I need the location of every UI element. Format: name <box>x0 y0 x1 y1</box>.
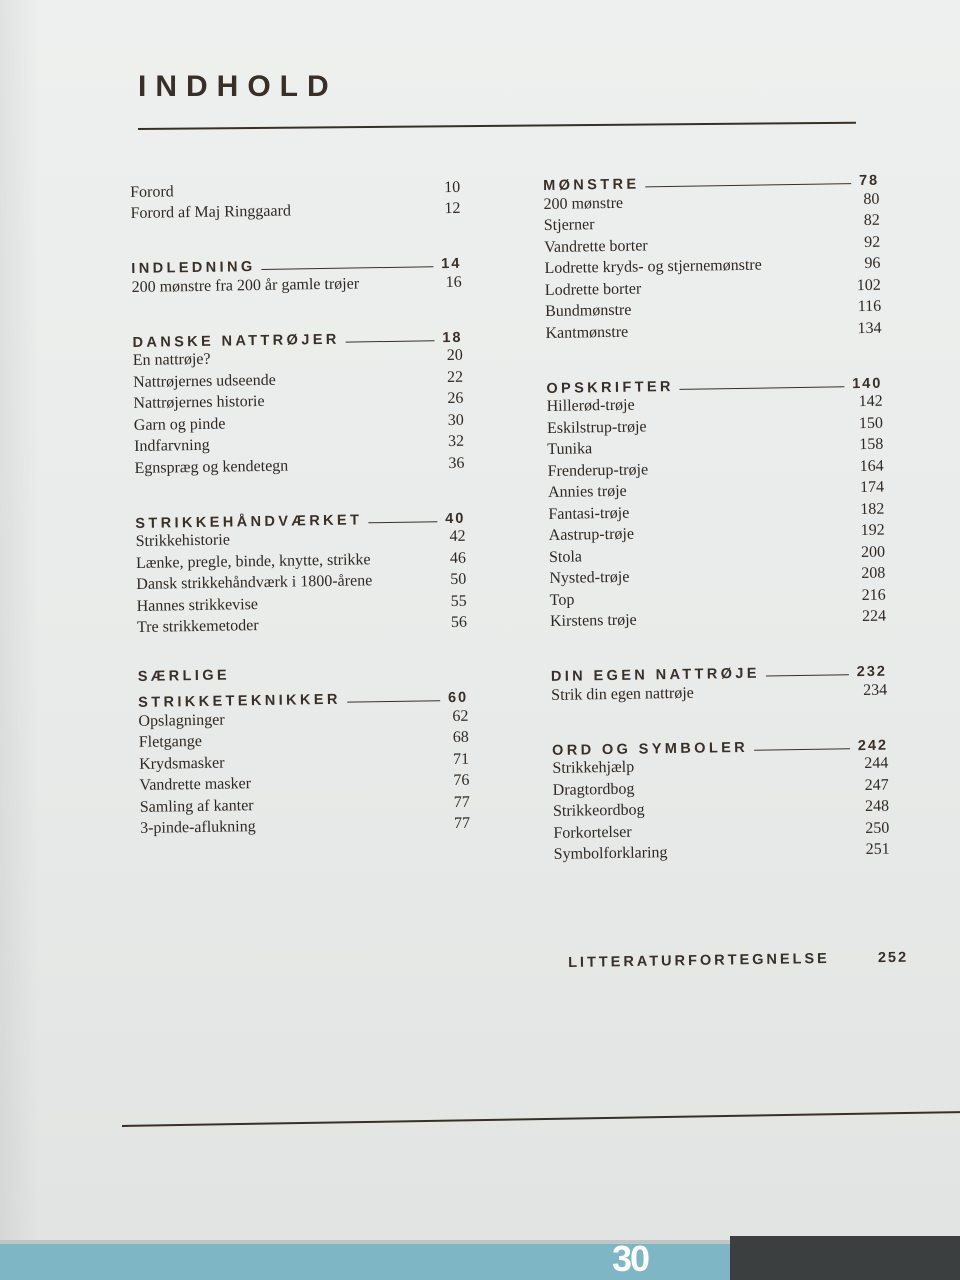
toc-entry-label: Egnspræg og kendetegn <box>134 457 289 477</box>
toc-entry-page: 182 <box>860 500 885 518</box>
toc-entry-label: Bundmønstre <box>545 301 632 321</box>
toc-entry-page: 234 <box>863 681 888 699</box>
section-heading-line1: SÆRLIGE <box>137 667 231 685</box>
toc-entry-label: Dragtordbog <box>552 780 635 799</box>
toc-entry-label: Nysted-trøje <box>549 568 630 588</box>
toc-section <box>552 731 890 866</box>
toc-entry-label: Kantmønstre <box>545 323 629 342</box>
toc-entry-label: Dansk strikkehåndværk i 1800-årene <box>136 572 373 594</box>
title-divider <box>138 122 856 130</box>
toc-entry-label: Indfarvning <box>134 437 210 456</box>
toc-entry-page: 46 <box>449 549 467 567</box>
toc-entry-page: 32 <box>447 433 465 451</box>
toc-entry-page: 71 <box>452 750 470 768</box>
heading-leader-line <box>646 183 852 187</box>
heading-leader-line <box>368 521 437 523</box>
bottom-divider <box>122 1111 960 1126</box>
toc-entry-page: 76 <box>453 771 470 790</box>
toc-entry-page: 224 <box>861 607 887 626</box>
toc-entry-label: Tre strikkemetoder <box>136 617 259 637</box>
section-page: 242 <box>857 737 889 754</box>
toc-entry-page: 80 <box>863 190 880 208</box>
toc-entry-page: 102 <box>856 276 881 294</box>
toc-entry-page: 16 <box>445 273 462 291</box>
toc-entry-page: 56 <box>450 614 468 632</box>
section-page: 18 <box>442 329 463 346</box>
toc-entry-page: 247 <box>864 776 889 794</box>
toc-entry-label: Opslagninger <box>138 711 225 730</box>
toc-entry-page: 12 <box>444 200 461 218</box>
section-heading: OPSKRIFTER <box>546 378 674 397</box>
toc-entry-label: Fantasi-trøje <box>548 504 630 523</box>
toc-entry-page: 77 <box>453 814 471 833</box>
page-gutter-shadow <box>0 0 40 1240</box>
book-cover-edge <box>730 1236 960 1280</box>
toc-entry-page: 42 <box>449 528 466 546</box>
page-title: INDHOLD <box>138 70 338 103</box>
toc-section <box>546 369 886 633</box>
toc-entry-page: 150 <box>858 414 884 432</box>
toc-entry-page: 251 <box>865 840 890 859</box>
toc-entry-page: 82 <box>863 211 880 230</box>
toc-entry-page: 250 <box>865 819 890 837</box>
toc-entry-label: Forkortelser <box>553 823 632 842</box>
toc-section <box>132 323 464 479</box>
toc-entry-label: Symbolforklaring <box>553 844 668 864</box>
section-page: 60 <box>447 689 469 707</box>
toc-entry-label: Eskilstrup-trøje <box>546 418 647 437</box>
toc-section <box>131 250 462 299</box>
toc-left-column <box>130 177 471 870</box>
toc-entry-label: Aastrup-trøje <box>548 525 635 545</box>
toc-entry-label: En nattrøje? <box>132 351 211 370</box>
toc-entry-page: 142 <box>858 392 883 411</box>
toc-entry <box>550 606 886 633</box>
toc-entry-page: 62 <box>452 707 469 725</box>
toc-section <box>551 658 888 707</box>
toc-entry-label: 200 mønstre <box>543 194 624 213</box>
section-heading: ORD OG SYMBOLER <box>551 739 749 759</box>
toc-entry-page: 92 <box>864 233 881 251</box>
toc-entry <box>130 198 460 225</box>
toc-entry-label: Lodrette kryds- og stjernemønstre <box>544 256 762 278</box>
toc-entry-page: 164 <box>859 457 884 475</box>
toc-entry <box>545 318 881 345</box>
toc-entry-page: 96 <box>864 254 881 273</box>
section-heading: MØNSTRE <box>543 176 640 194</box>
toc-entry-label: Tunika <box>547 440 593 459</box>
section-page: 232 <box>856 663 888 681</box>
heading-leader-line <box>766 674 849 676</box>
toc-intro-group <box>130 177 461 225</box>
bibliography-entry <box>568 950 908 971</box>
toc-entry-page: 22 <box>446 368 464 386</box>
toc-entry-label: Frenderup-trøje <box>547 461 649 480</box>
toc-entry-label: Garn og pinde <box>133 415 226 434</box>
heading-leader-line <box>347 700 440 702</box>
toc-entry-label: Top <box>549 591 575 609</box>
section-page: 14 <box>441 255 462 273</box>
toc-entry-label: Strikkeordbog <box>552 801 645 821</box>
heading-leader-line <box>262 266 434 270</box>
toc-entry-page: 134 <box>857 319 882 337</box>
section-heading: INDLEDNING <box>131 259 256 277</box>
toc-entry-page: 30 <box>447 411 464 429</box>
toc-entry-page: 248 <box>864 797 890 816</box>
toc-entry <box>134 453 464 480</box>
section-heading: STRIKKETEKNIKKER <box>138 691 341 711</box>
toc-entry-label: Strikkehjælp <box>552 758 635 778</box>
toc-entry-label: Stjerner <box>543 216 595 235</box>
toc-entry-page: 77 <box>453 793 470 811</box>
toc-entry-label: 3-pinde-aflukning <box>140 818 256 838</box>
toc-entry-label: Hannes strikkevise <box>136 595 259 615</box>
toc-entry-label: Vandrette borter <box>544 237 648 256</box>
section-page: 40 <box>445 510 466 527</box>
heading-leader-line <box>680 386 844 390</box>
section-heading: STRIKKEHÅNDVÆRKET <box>135 511 363 532</box>
toc-section <box>135 504 467 639</box>
toc-entry-page: 55 <box>450 592 467 610</box>
toc-entry-label: Samling af kanter <box>139 796 254 816</box>
toc-entry-label: Strik din egen nattrøje <box>551 684 694 704</box>
toc-entry-page: 174 <box>859 478 885 497</box>
toc-entry-label: Vandrette masker <box>139 775 252 795</box>
section-page: 140 <box>852 375 883 392</box>
toc-entry-label: Fletgange <box>138 733 203 752</box>
bibliography-page: 252 <box>877 949 909 967</box>
toc-entry-page: 68 <box>452 728 469 747</box>
toc-entry-page: 10 <box>443 178 461 196</box>
toc-entry-label: Strikkehistorie <box>135 531 230 551</box>
toc-entry <box>554 839 890 866</box>
heading-leader-line <box>346 340 435 342</box>
section-page: 78 <box>858 172 880 190</box>
heading-leader-line <box>754 748 850 751</box>
toc-entry-page: 158 <box>859 435 884 454</box>
bibliography-label: LITTERATURFORTEGNELSE <box>568 950 830 971</box>
toc-entry <box>137 612 467 639</box>
toc-entry-page: 200 <box>860 543 886 561</box>
toc-entry-label: Hillerød-trøje <box>546 396 635 416</box>
mat-number: 30 <box>612 1238 649 1279</box>
toc-entry-page: 20 <box>446 347 463 365</box>
section-heading: DANSKE NATTRØJER <box>132 331 340 351</box>
toc-section <box>138 664 471 840</box>
toc-entry-page: 216 <box>861 586 886 604</box>
toc-entry-label: Stola <box>548 548 583 566</box>
toc-entry-page: 26 <box>447 390 464 408</box>
toc-entry-label: Nattrøjernes historie <box>133 393 265 413</box>
toc-entry-label: Annies trøje <box>547 482 627 502</box>
toc-entry-label: Kirstens trøje <box>549 611 637 631</box>
toc-entry-page: 36 <box>448 454 465 472</box>
toc-entry-page: 50 <box>450 571 467 589</box>
section-heading: DIN EGEN NATTRØJE <box>550 665 761 685</box>
toc-entry <box>140 813 470 840</box>
toc-entry-page: 208 <box>861 564 886 583</box>
toc-entry-label: Krydsmasker <box>139 754 225 773</box>
toc-entry-label: Lodrette borter <box>544 280 642 299</box>
toc-entry-label: Lænke, pregle, binde, knytte, strikke <box>135 551 371 572</box>
toc-section <box>543 167 882 345</box>
toc-entry-label: Nattrøjernes udseende <box>133 371 276 391</box>
toc-entry-label: 200 mønstre fra 200 år gamle trøjer <box>131 275 360 296</box>
toc-entry-label: Forord <box>130 183 174 201</box>
toc-entry-page: 192 <box>860 521 885 540</box>
toc-entry-label: Forord af Maj Ringgaard <box>130 202 292 223</box>
toc-entry-page: 244 <box>864 754 889 773</box>
toc-entry-page: 116 <box>857 297 882 316</box>
toc-right-column <box>543 167 890 896</box>
